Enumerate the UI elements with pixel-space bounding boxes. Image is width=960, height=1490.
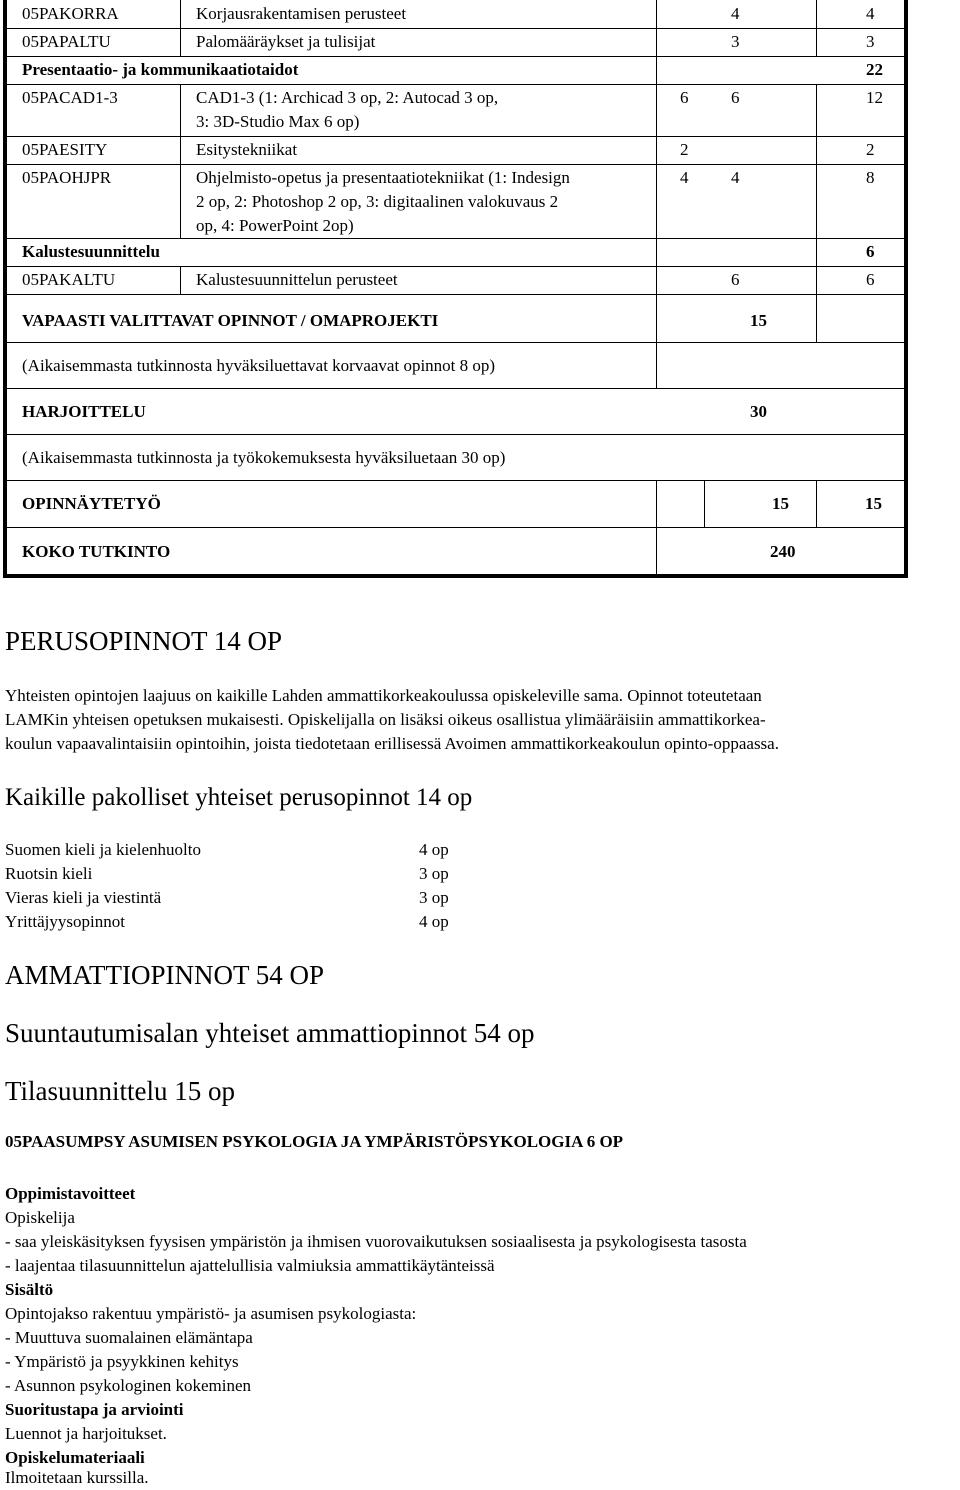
table-border-bottom [3,574,908,578]
group-total: 6 [866,242,875,261]
opinnaytetyo-total: 15 [865,494,882,513]
course-code: 05PAKORRA [22,4,119,23]
course-code: 05PAPALTU [22,32,111,51]
opinnaytetyo-label: OPINNÄYTETYÖ [22,494,161,513]
course-credits: 4 op [419,840,449,859]
content-line: - Asunnon psykologinen kokeminen [5,1376,252,1395]
group-total: 22 [866,60,883,79]
content-line: - Muuttuva suomalainen elämäntapa [5,1328,253,1347]
course-name: Palomääräykset ja tulisijat [196,32,376,51]
course-name-line: Ohjelmisto-opetus ja presentaatiotekniikat (1: Indesign [196,168,570,187]
course-total: 4 [866,4,875,23]
course-name: Vieras kieli ja viestintä [5,888,162,907]
row-rule [7,238,904,239]
course-credits: 3 op [419,888,449,907]
content-heading: Opiskelumateriaali [5,1448,145,1467]
content-line: - saa yleiskäsityksen fyysisen ympäristön ja ihmisen vuorovaikutuksen sosiaalisesta ja psykologisesta tasosta [5,1232,747,1251]
col-rule [656,295,657,388]
koko-tutkinto-value: 240 [770,542,796,561]
content-line: Opintojakso rakentuu ympäristö- ja asumisen psykologiasta: [5,1304,417,1323]
course-name: Suomen kieli ja kielenhuolto [5,840,201,859]
group-heading: Presentaatio- ja kommunikaatiotaidot [22,60,299,79]
vapaasti-note: (Aikaisemmasta tutkinnosta hyväksiluettavat korvaavat opinnot 8 op) [22,356,496,375]
course-credits: 2 [680,140,689,159]
content-line: - Ympäristö ja psyykkinen kehitys [5,1352,239,1371]
col-rule [816,480,817,527]
course-credits: 6 [680,88,689,107]
course-name: Kalustesuunnittelun perusteet [196,270,398,289]
row-rule [7,56,904,57]
content-line: - laajentaa tilasuunnittelun ajattelullisia valmiuksia ammattikäytänteissä [5,1256,495,1275]
harjoittelu-label: HARJOITTELU [22,402,146,421]
course-table [0,0,960,580]
course-code: 05PAKALTU [22,270,116,289]
course-name-line: 3: 3D-Studio Max 6 op) [196,112,360,131]
col-rule [816,84,817,295]
course-heading: 05PAASUMPSY ASUMISEN PSYKOLOGIA JA YMPÄRISTÖPSYKOLOGIA 6 OP [5,1132,624,1151]
row-rule [7,527,904,528]
row-rule [7,434,904,435]
row-rule [7,388,904,389]
group-heading: Kalustesuunnittelu [22,242,160,261]
row-rule [7,136,904,137]
course-credits: 4 [680,168,689,187]
course-credits: 6 [731,270,740,289]
course-name: Ruotsin kieli [5,864,93,883]
perus-paragraph-line: koulun vapaavalintaisiin opintoihin, joista tiedotetaan erillisessä Avoimen ammattikorkeakoulun opinto-oppaassa. [5,734,779,753]
course-total: 3 [866,32,875,51]
course-total: 2 [866,140,875,159]
course-credits: 6 [731,88,740,107]
perusopinnot-title: PERUSOPINNOT 14 OP [5,626,283,656]
row-rule [7,480,904,481]
course-credits: 4 op [419,912,449,931]
vapaasti-value: 15 [750,311,767,330]
course-credits: 4 [731,168,740,187]
row-rule [7,342,904,343]
col-rule [656,0,657,295]
vapaasti-label: VAPAASTI VALITTAVAT OPINNOT / OMAPROJEKTI [22,311,439,330]
harjoittelu-value: 30 [750,402,767,421]
row-rule [7,294,904,295]
course-name: Korjausrakentamisen perusteet [196,4,407,23]
content-heading: Oppimistavoitteet [5,1184,136,1203]
opinnaytetyo-value: 15 [772,494,789,513]
ammatti-subtitle: Suuntautumisalan yhteiset ammattiopinnot 54 op [5,1018,535,1048]
row-rule [7,164,904,165]
col-rule [180,0,181,57]
ammattiopinnot-title: AMMATTIOPINNOT 54 OP [5,960,325,990]
course-name-line: CAD1-3 (1: Archicad 3 op, 2: Autocad 3 op, [196,88,499,107]
koko-tutkinto-label: KOKO TUTKINTO [22,542,171,561]
content-line: Ilmoitetaan kurssilla. [5,1468,149,1487]
perus-paragraph-line: Yhteisten opintojen laajuus on kaikille Lahden ammattikorkeakoulussa opiskeleville sama. Opinnot toteutetaan [5,686,762,705]
content-heading: Sisältö [5,1280,54,1299]
col-rule [180,84,181,239]
col-rule [816,295,817,342]
section-heading: Tilasuunnittelu 15 op [5,1076,236,1106]
col-rule [816,0,817,57]
content-line: Opiskelija [5,1208,75,1227]
col-rule [180,266,181,295]
course-credits: 4 [731,4,740,23]
harjoittelu-note: (Aikaisemmasta tutkinnosta ja työkokemuksesta hyväksiluetaan 30 op) [22,448,506,467]
perus-paragraph-line: LAMKin yhteisen opetuksen mukaisesti. Opiskelijalla on lisäksi oikeus osallistua ylimääräisiin ammattikorkea- [5,710,766,729]
row-rule [7,28,904,29]
course-name: Esitystekniikat [196,140,298,159]
course-credits: 3 [731,32,740,51]
course-code: 05PAOHJPR [22,168,112,187]
table-border-left [3,0,7,578]
course-total: 6 [866,270,875,289]
row-rule [7,266,904,267]
content-heading: Suoritustapa ja arviointi [5,1400,184,1419]
course-name: Yrittäjyysopinnot [5,912,125,931]
col-rule [704,480,705,527]
content-line: Luennot ja harjoitukset. [5,1424,167,1443]
course-code: 05PACAD1-3 [22,88,118,107]
course-code: 05PAESITY [22,140,108,159]
perus-subtitle: Kaikille pakolliset yhteiset perusopinnot 14 op [5,784,473,811]
course-name-line: op, 4: PowerPoint 2op) [196,216,354,235]
row-rule [7,84,904,85]
course-total: 8 [866,168,875,187]
course-name-line: 2 op, 2: Photoshop 2 op, 3: digitaalinen valokuvaus 2 [196,192,559,211]
course-credits: 3 op [419,864,449,883]
col-rule [656,480,657,575]
table-border-right [904,0,908,578]
course-total: 12 [866,88,883,107]
